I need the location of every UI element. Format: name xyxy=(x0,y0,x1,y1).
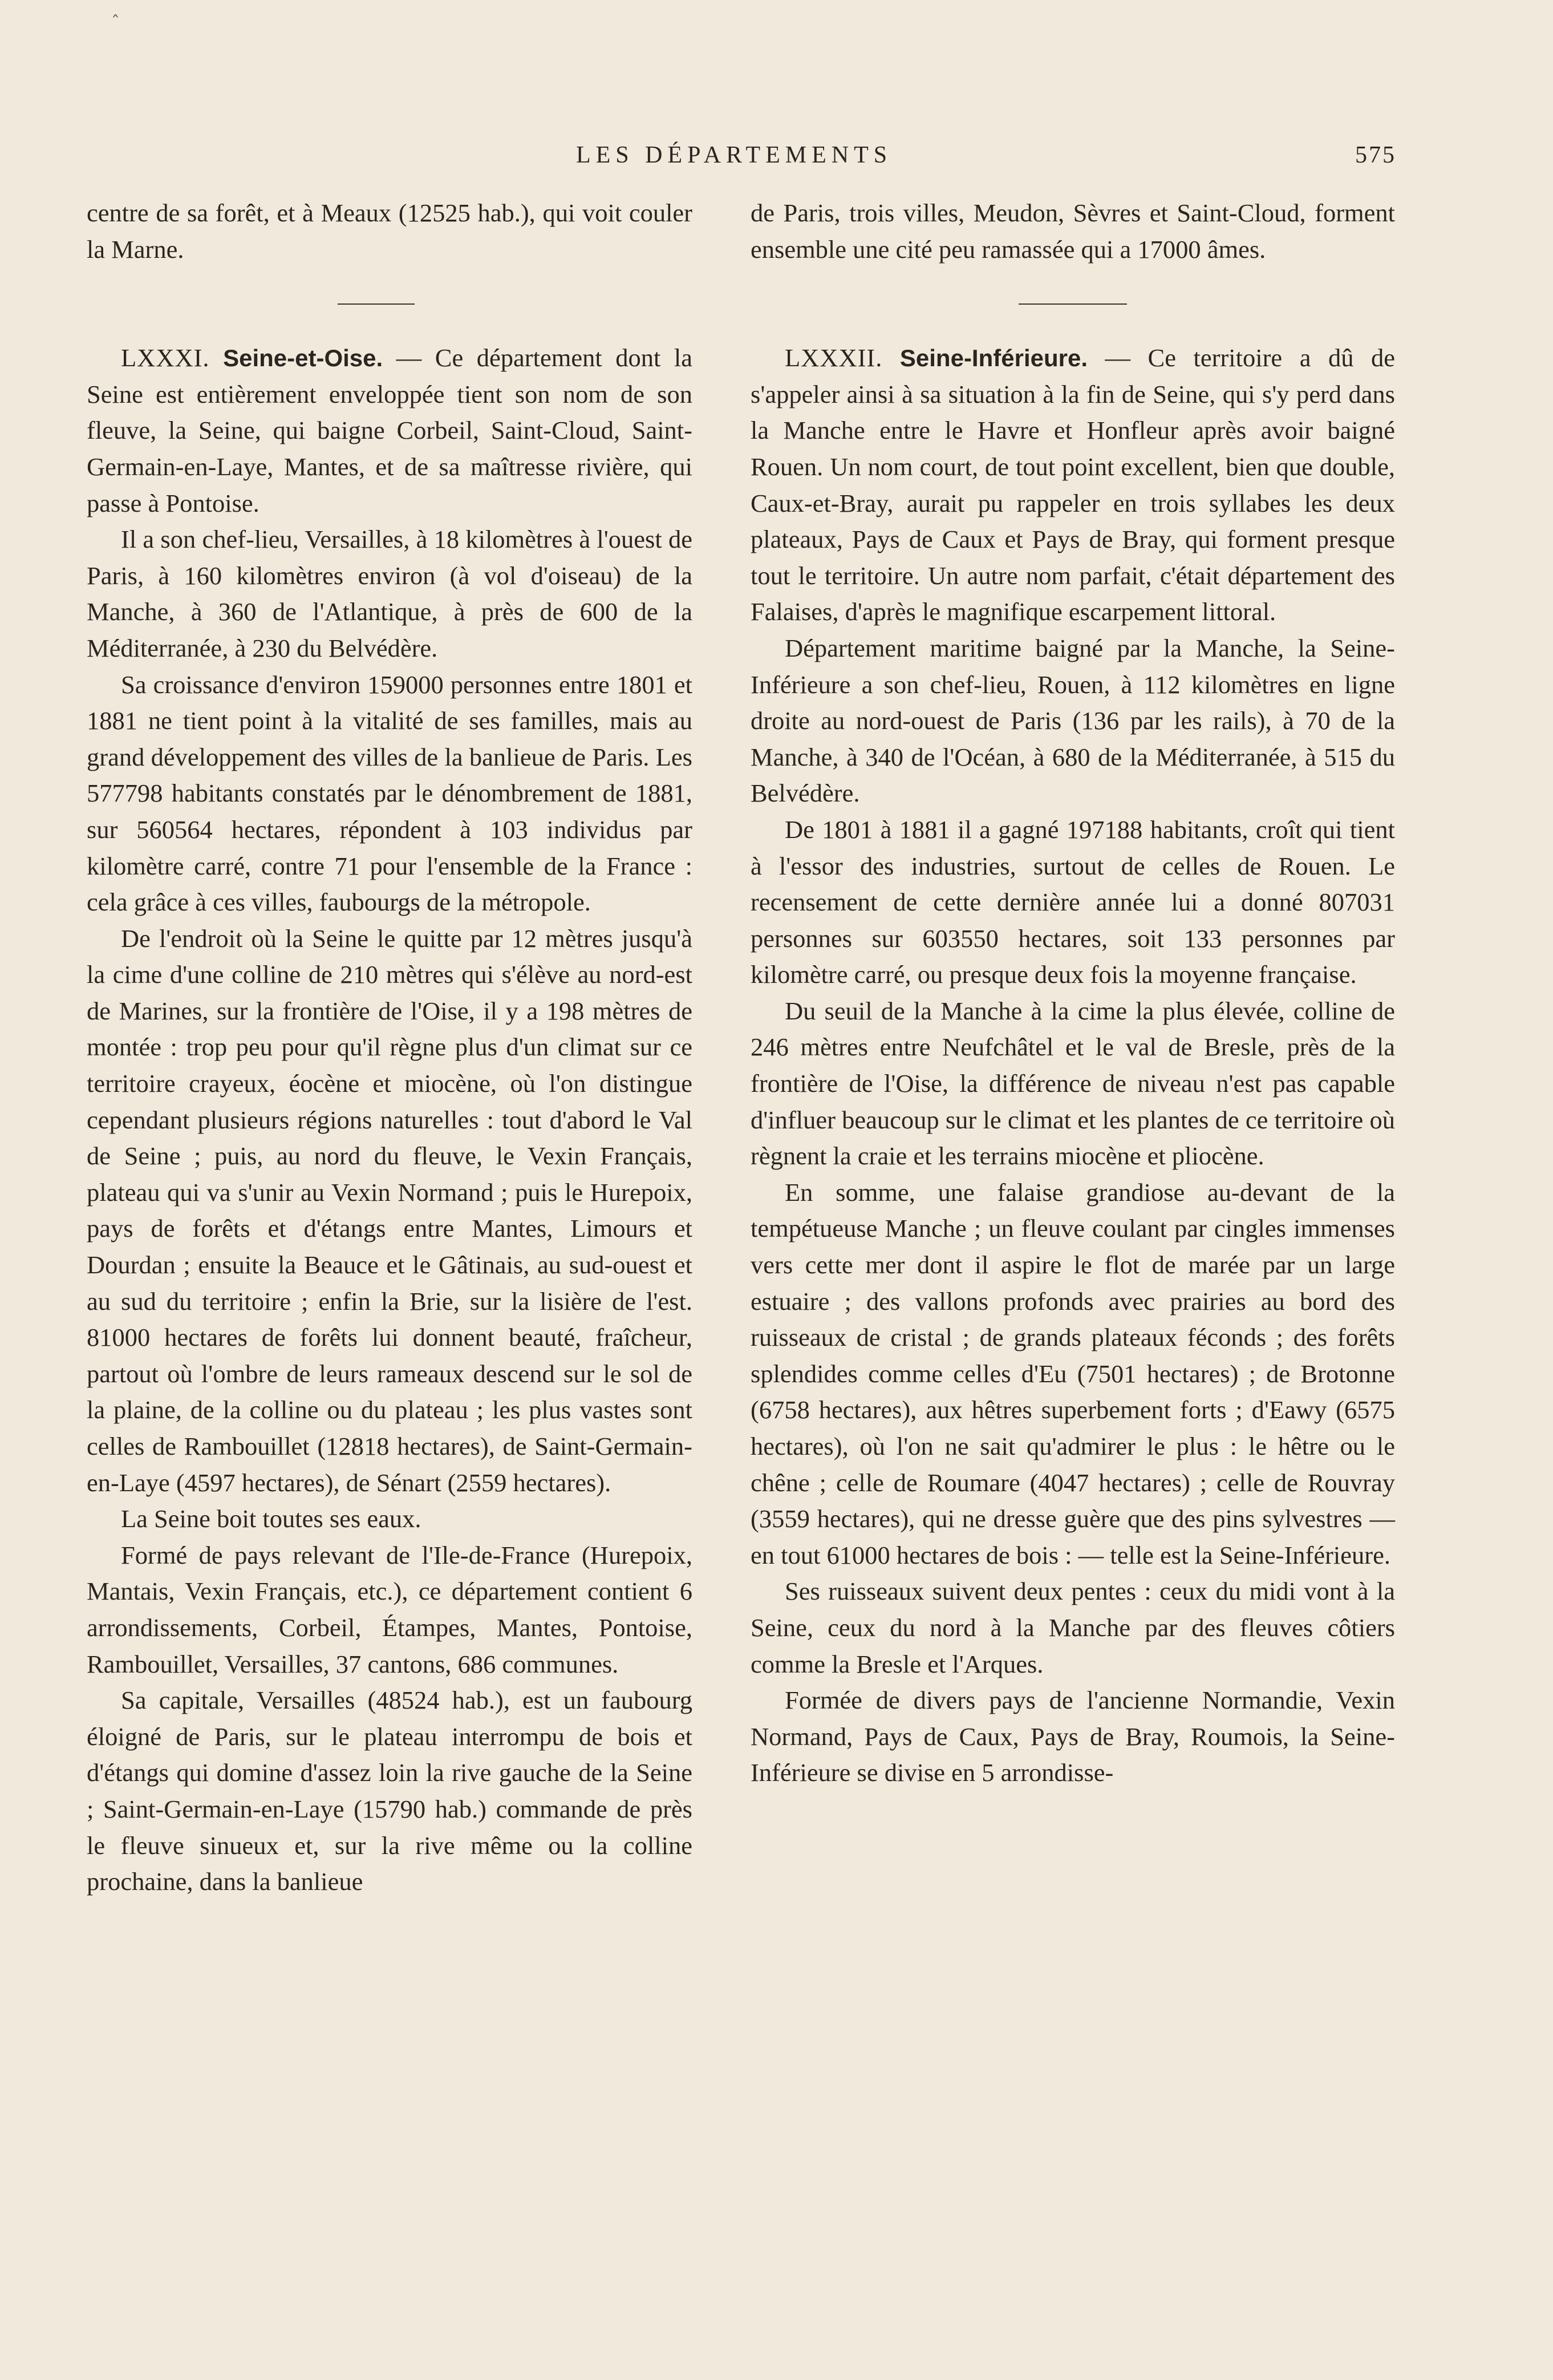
section-title: Seine-Inférieure. xyxy=(899,345,1088,372)
page-header xyxy=(0,141,1553,176)
section-title: Seine-et-Oise. xyxy=(223,345,383,372)
paragraph: En somme, une falaise grandiose au-devant de la tempétueuse Manche ; un fleuve coulant par cingles immenses vers cette mer dont il aspire le flot de marée par un large estuaire ; des vallons profonds avec prairies au bord des ruisseaux de cristal ; de grands plateaux féconds ; des forêts splendides comme celles d'Eu (7501 hectares) ; de Brotonne (6758 hectares), aux hêtres superbement forts ; d'Eawy (6575 hectares), où l'on ne sait qu'admirer le plus : le hêtre ou le chêne ; celle de Roumare (4047 hectares) ; celle de Rouvray (3559 hectares), qui ne dresse guère que des pins sylvestres — en tout 61000 hectares de bois : — telle est la Seine-Inférieure. xyxy=(751,1177,1395,1569)
paragraph: Ses ruisseaux suivent deux pentes : ceux du midi vont à la Seine, ceux du nord à la Manche par des fleuves côtiers comme la Bresle et l'Arques. xyxy=(751,1577,1395,1678)
right-column xyxy=(751,195,1395,1791)
paragraph: Sa capitale, Versailles (48524 hab.), est un faubourg éloigné de Paris, sur le plateau interrompu de bois et d'étangs qui domine d'assez loin la rive gauche de la Seine ; Saint-Germain-en-Laye (15790 hab.) commande de près le fleuve sinueux et, sur la rive même ou la colline prochaine, dans la banlieue xyxy=(87,1686,692,1896)
page-number: 575 xyxy=(1355,142,1396,168)
section-paragraph: — Ce territoire a dû de s'appeler ainsi à sa situation à la fin de Seine, qui s'y perd dans la Manche entre le Havre et Honfleur après avoir baigné Rouen. Un nom court, de tout point excellent, bien que double, Caux-et-Bray, aurait pu rappeler en trois syllabes les deux plateaux, Pays de Caux et Pays de Bray, qui forment presque tout le territoire. Un autre nom parfait, c'était département des Falaises, d'après le magnifique escarpement littoral. xyxy=(751,343,1396,626)
paragraph: Du seuil de la Manche à la cime la plus élevée, colline de 246 mètres entre Neufchâtel et le val de Bresle, près de la frontière de l'Oise, la différence de niveau n'est pas capable d'influer beaucoup sur le climat et les plantes de ce territoire où règnent la craie et les terrains miocène et pliocène. xyxy=(751,996,1395,1171)
margin-mark: ˆ xyxy=(111,13,120,33)
section-paragraph: — Ce département dont la Seine est entièrement enveloppée tient son nom de son fleuve, la Seine, qui baigne Corbeil, Saint-Cloud, Saint-Germain-en-Laye, Mantes, et de sa maîtresse rivière, qui passe à Pontoise. xyxy=(87,343,693,517)
paragraph: Formée de divers pays de l'ancienne Normandie, Vexin Normand, Pays de Caux, Pays de Bray, Roumois, la Seine-Inférieure se divise en 5 arrondisse- xyxy=(751,1686,1395,1787)
paragraph: Il a son chef-lieu, Versailles, à 18 kilomètres à l'ouest de Paris, à 160 kilomètres environ (à vol d'oiseau) de la Manche, à 360 de l'Atlantique, à près de 600 de la Méditerranée, à 230 du Belvédère. xyxy=(87,525,692,662)
paragraph: Département maritime baigné par la Manche, la Seine-Inférieure a son chef-lieu, Rouen, à 112 kilomètres en ligne droite au nord-ouest de Paris (136 par les rails), à 70 de la Manche, à 340 de l'Océan, à 680 de la Méditerranée, à 515 du Belvédère. xyxy=(751,633,1395,808)
section-separator xyxy=(751,268,1395,340)
left-column xyxy=(87,195,692,1900)
section-82 xyxy=(751,340,1395,630)
paragraph: Formé de pays relevant de l'Ile-de-France (Hurepoix, Mantais, Vexin Français, etc.), ce département contient 6 arrondissements, Corbeil, Étampes, Mantes, Pontoise, Rambouillet, Versailles, 37 cantons, 686 communes. xyxy=(87,1540,692,1678)
section-number: LXXXII. xyxy=(785,343,883,373)
paragraph-intro-right: de Paris, trois villes, Meudon, Sèvres et Saint-Cloud, forment ensemble une cité peu ramassée qui a 17000 âmes. xyxy=(751,199,1395,264)
section-number: LXXXI. xyxy=(121,343,210,373)
running-title: LES DÉPARTEMENTS xyxy=(576,142,893,168)
paragraph: De l'endroit où la Seine le quitte par 12 mètres jusqu'à la cime d'une colline de 210 mètres qui s'élève au nord-est de Marines, sur la frontière de l'Oise, il y a 198 mètres de montée : trop peu pour qu'il règne plus d'un climat sur ce territoire crayeux, éocène et miocène, où l'on distingue cependant plusieurs régions naturelles : tout d'abord le Val de Seine ; puis, au nord du fleuve, le Vexin Français, plateau qui va s'unir au Vexin Normand ; puis le Hurepoix, pays de forêts et d'étangs entre Mantes, Limours et Dourdan ; ensuite la Beauce et le Gâtinais, au sud-ouest et au sud du territoire ; enfin la Brie, sur la lisière de l'est. 81000 hectares de forêts lui donnent beauté, fraîcheur, partout où l'ombre de leurs rameaux descend sur le sol de la plaine, de la colline ou du plateau ; les plus vastes sont celles de Rambouillet (12818 hectares), de Saint-Germain-en-Laye (4597 hectares), de Sénart (2559 hectares). xyxy=(87,924,692,1497)
paragraph: De 1801 à 1881 il a gagné 197188 habitants, croît qui tient à l'essor des industries, surtout de celles de Rouen. Le recensement de cette dernière année lui a donné 807031 personnes sur 603550 hectares, soit 133 personnes par kilomètre carré, ou presque deux fois la moyenne française. xyxy=(751,815,1395,989)
section-81 xyxy=(87,340,692,521)
paragraph-intro-left: centre de sa forêt, et à Meaux (12525 hab.), qui voit couler la Marne. xyxy=(87,199,692,264)
paragraph: La Seine boit toutes ses eaux. xyxy=(121,1504,421,1533)
section-separator xyxy=(87,268,692,340)
paragraph: Sa croissance d'environ 159000 personnes entre 1801 et 1881 ne tient point à la vitalité de ses familles, mais au grand développement des villes de la banlieue de Paris. Les 577798 habitants constatés par le dénombrement de 1881, sur 560564 hectares, répondent à 103 individus par kilomètre carré, contre 71 pour l'ensemble de la France : cela grâce à ces villes, faubourgs de la métropole. xyxy=(87,670,692,917)
